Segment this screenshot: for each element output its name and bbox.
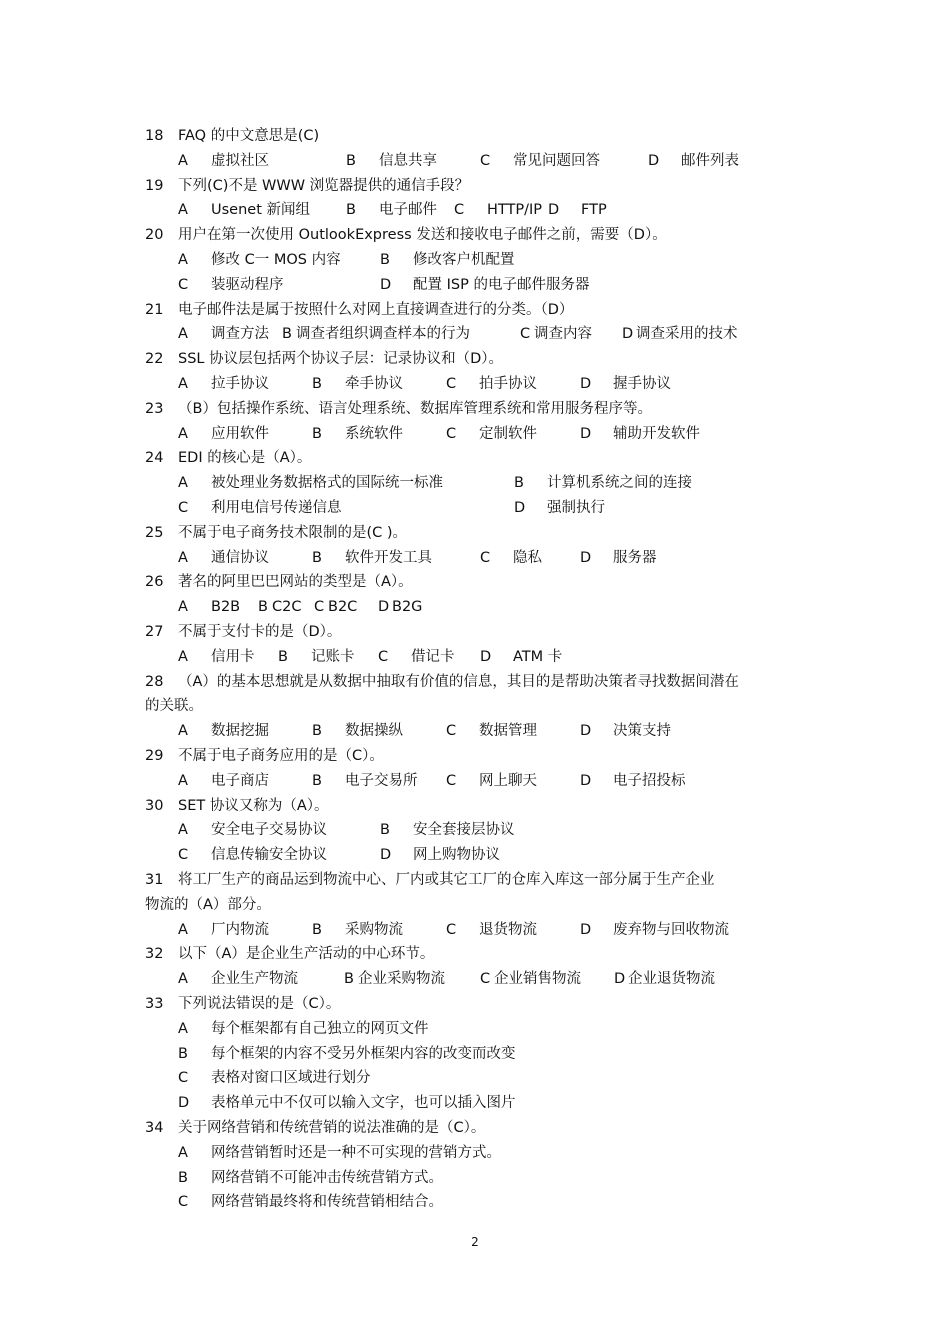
question-number: 18 <box>145 128 164 144</box>
question-text: （B）包括操作系统、语言处理系统、数据库管理系统和常用服务程序等。 <box>178 400 652 417</box>
option-letter: D <box>622 326 634 343</box>
option-b <box>514 471 692 496</box>
option-letter: C <box>178 1070 189 1087</box>
option-text: 借记卡 <box>411 648 455 665</box>
option-letter: C <box>446 921 457 938</box>
option-c <box>446 769 537 794</box>
option-text: 厂内物流 <box>211 921 269 938</box>
option-text: 决策支持 <box>613 723 671 740</box>
option-row <box>178 149 818 174</box>
option-a <box>178 595 240 620</box>
question-number: 25 <box>145 524 164 541</box>
option-row <box>178 496 818 521</box>
option-letter: B <box>312 723 322 740</box>
option-a <box>178 818 327 843</box>
option-text: 信用卡 <box>211 648 255 665</box>
option-row <box>178 273 818 298</box>
option-text: 电子招投标 <box>613 772 686 789</box>
option-letter: A <box>178 723 188 740</box>
question-number: 34 <box>145 1120 164 1136</box>
option-letter: A <box>178 822 188 839</box>
option-text: 数据操纵 <box>345 723 403 740</box>
option-text: 电子邮件 <box>379 202 437 219</box>
option-c <box>178 496 342 521</box>
question-text: 将工厂生产的商品运到物流中心、厂内或其它工厂的仓库入库这一部分属于生产企业 <box>178 872 715 888</box>
option-a <box>178 372 269 397</box>
option-letter: C <box>178 847 189 864</box>
option-row <box>178 1190 818 1215</box>
question-31 <box>145 868 825 893</box>
question-25 <box>145 521 825 546</box>
question-text-continuation: 物流的（A）部分。 <box>145 896 271 913</box>
question-26 <box>145 570 825 595</box>
option-letter: C <box>378 648 389 665</box>
option-row <box>178 471 818 496</box>
option-b <box>312 719 403 744</box>
question-text: 用户在第一次使用 OutlookExpress 发送和接收电子邮件之前，需要（D）。 <box>178 227 667 244</box>
option-row <box>178 1091 818 1116</box>
option-letter: C <box>178 1194 189 1211</box>
option-text: 强制执行 <box>547 500 605 516</box>
option-text: B2B <box>211 599 241 616</box>
option-a <box>178 422 269 447</box>
option-a <box>178 248 341 273</box>
option-letter: A <box>178 252 188 268</box>
option-a <box>178 645 255 670</box>
question-24 <box>145 446 825 471</box>
option-row <box>178 422 818 447</box>
option-b <box>380 818 515 843</box>
option-text: ATM 卡 <box>513 648 563 665</box>
option-c <box>480 546 542 571</box>
question-text: 电子邮件法是属于按照什么对网上直接调查进行的分类。（D） <box>178 301 574 318</box>
option-letter: B <box>380 252 390 268</box>
option-text: 网上聊天 <box>479 772 537 789</box>
option-text: 安全套接层协议 <box>413 822 515 839</box>
option-d <box>380 843 500 868</box>
option-a <box>178 471 443 496</box>
question-30 <box>145 794 825 819</box>
question-number: 30 <box>145 797 164 814</box>
question-text: FAQ 的中文意思是(C) <box>178 128 320 144</box>
option-b <box>278 645 355 670</box>
option-letter: B <box>278 648 288 665</box>
option-c <box>378 645 455 670</box>
option-text: 企业生产物流 <box>211 971 298 988</box>
option-letter: D <box>548 202 560 219</box>
option-text: Usenet 新闻组 <box>211 202 310 219</box>
option-letter: C <box>480 152 491 169</box>
option-letter: C <box>454 202 465 219</box>
option-letter: D <box>580 921 592 938</box>
option-text: 邮件列表 <box>681 152 739 169</box>
question-number: 32 <box>145 946 164 963</box>
option-c <box>178 843 327 868</box>
option-text: 企业退货物流 <box>628 971 715 988</box>
question-number: 27 <box>145 624 164 640</box>
option-text: 调查采用的技术 <box>636 326 738 343</box>
option-c <box>446 422 537 447</box>
question-number: 20 <box>145 227 164 244</box>
question-23 <box>145 397 825 422</box>
option-text: 安全电子交易协议 <box>211 822 327 839</box>
option-letter: C <box>446 425 457 442</box>
question-text: 不属于电子商务应用的是（C）。 <box>178 748 384 764</box>
option-row <box>178 918 818 943</box>
option-text: 记账卡 <box>311 648 355 665</box>
option-letter: A <box>178 425 188 442</box>
option-letter: D <box>580 549 592 566</box>
option-c <box>446 918 537 943</box>
option-row <box>178 719 818 744</box>
question-number: 23 <box>145 400 164 417</box>
option-letter: B <box>282 326 292 343</box>
option-text: 服务器 <box>613 549 657 566</box>
option-a <box>178 769 269 794</box>
option-b <box>312 769 418 794</box>
option-row <box>178 248 818 273</box>
option-c <box>480 967 581 992</box>
option-text: 每个框架的内容不受另外框架内容的改变而改变 <box>211 1045 516 1062</box>
question-text-continuation: 的关联。 <box>145 698 203 715</box>
option-letter: C <box>178 276 189 293</box>
option-d <box>514 496 605 521</box>
option-letter: B <box>380 822 390 839</box>
option-text: 计算机系统之间的连接 <box>547 475 692 492</box>
option-c <box>178 1190 443 1215</box>
option-a <box>178 967 298 992</box>
option-letter: C <box>480 549 491 566</box>
option-text: 常见问题回答 <box>513 152 600 169</box>
option-text: 利用电信号传递信息 <box>211 500 342 516</box>
option-d <box>648 149 739 174</box>
option-text: 定制软件 <box>479 425 537 442</box>
option-row <box>178 595 818 620</box>
option-text: 拍手协议 <box>479 376 537 392</box>
question-text: 下列说法错误的是（C）。 <box>178 996 341 1012</box>
option-letter: B <box>346 152 356 169</box>
option-text: 每个框架都有自己独立的网页文件 <box>211 1020 429 1037</box>
question-text: 著名的阿里巴巴网站的类型是（A）。 <box>178 574 413 591</box>
option-row <box>178 769 818 794</box>
option-text: B2G <box>392 599 423 616</box>
question-text: 关于网络营销和传统营销的说法准确的是（C）。 <box>178 1120 486 1136</box>
option-letter: A <box>178 202 188 219</box>
option-b <box>312 422 403 447</box>
option-text: HTTP/IP <box>487 202 543 219</box>
option-text: B2C <box>328 599 358 616</box>
option-letter: D <box>648 152 660 169</box>
option-letter: A <box>178 921 188 938</box>
question-number: 26 <box>145 574 164 591</box>
option-letter: B <box>312 376 322 392</box>
question-28 <box>145 670 825 695</box>
option-row <box>178 1017 818 1042</box>
option-letter: C <box>314 599 325 616</box>
option-text: 牵手协议 <box>345 376 403 392</box>
option-text: 调查内容 <box>534 326 592 343</box>
option-d <box>380 273 589 298</box>
option-letter: C <box>446 376 457 392</box>
question-text: 下列(C)不是 WWW 浏览器提供的通信手段？ <box>178 177 470 194</box>
option-text: 网络营销暂时还是一种不可实现的营销方式。 <box>211 1144 501 1161</box>
option-row <box>178 967 818 992</box>
option-d <box>580 372 671 397</box>
option-c <box>178 273 284 298</box>
option-c <box>446 719 537 744</box>
option-a <box>178 322 269 347</box>
option-b <box>178 1042 516 1067</box>
option-b <box>346 198 437 223</box>
question-number: 22 <box>145 351 164 368</box>
option-letter: B <box>312 549 322 566</box>
option-text: 虚拟社区 <box>211 152 269 169</box>
option-text: 废弃物与回收物流 <box>613 921 729 938</box>
option-row <box>178 322 818 347</box>
question-34 <box>145 1116 825 1141</box>
option-letter: B <box>178 1045 188 1062</box>
question-text: SET 协议又称为（A）。 <box>178 797 329 814</box>
question-32 <box>145 942 825 967</box>
question-21 <box>145 298 825 323</box>
option-letter: C <box>520 326 531 343</box>
option-text: 企业销售物流 <box>494 971 581 988</box>
option-d <box>378 595 422 620</box>
question-33 <box>145 992 825 1017</box>
option-letter: B <box>312 425 322 442</box>
question-19 <box>145 174 825 199</box>
option-letter: A <box>178 1020 188 1037</box>
option-b <box>258 595 301 620</box>
option-a <box>178 1017 429 1042</box>
page-number: 2 <box>471 1235 479 1249</box>
option-letter: A <box>178 599 188 616</box>
option-row <box>178 818 818 843</box>
question-number: 28 <box>145 673 164 690</box>
option-b <box>312 372 403 397</box>
option-d <box>614 967 715 992</box>
option-text: 网上购物协议 <box>413 847 500 864</box>
option-text: 数据管理 <box>479 723 537 740</box>
option-letter: A <box>178 1144 188 1161</box>
question-22 <box>145 347 825 372</box>
option-letter: D <box>178 1095 190 1112</box>
option-text: 退货物流 <box>479 921 537 938</box>
option-row <box>178 546 818 571</box>
question-number: 33 <box>145 996 164 1012</box>
option-letter: D <box>580 376 592 392</box>
option-row <box>178 1042 818 1067</box>
option-letter: A <box>178 152 188 169</box>
option-text: 被处理业务数据格式的国际统一标准 <box>211 475 443 492</box>
option-letter: C <box>446 723 457 740</box>
option-row <box>178 198 818 223</box>
option-text: 采购物流 <box>345 921 403 938</box>
option-text: C2C <box>272 599 302 616</box>
option-letter: A <box>178 648 188 665</box>
question-number: 24 <box>145 450 164 467</box>
option-b <box>312 546 432 571</box>
question-number: 31 <box>145 872 164 888</box>
option-a <box>178 198 310 223</box>
option-letter: D <box>380 276 392 293</box>
question-18 <box>145 124 825 149</box>
question-number: 29 <box>145 748 164 764</box>
option-a <box>178 918 269 943</box>
question-text: 以下（A）是企业生产活动的中心环节。 <box>178 946 435 963</box>
option-row <box>178 1166 818 1191</box>
option-letter: D <box>514 500 526 516</box>
option-letter: A <box>178 475 188 492</box>
question-number: 19 <box>145 177 164 194</box>
option-text: 企业采购物流 <box>358 971 445 988</box>
option-c <box>480 149 600 174</box>
option-text: 网络营销不可能冲击传统营销方式。 <box>211 1169 443 1186</box>
question-29 <box>145 744 825 769</box>
option-text: 通信协议 <box>211 549 269 566</box>
option-letter: D <box>480 648 492 665</box>
question-text: 不属于电子商务技术限制的是(C )。 <box>178 524 408 541</box>
option-text: 隐私 <box>513 549 542 566</box>
option-text: 拉手协议 <box>211 376 269 392</box>
option-text: 系统软件 <box>345 425 403 442</box>
option-letter: C <box>480 971 491 988</box>
option-letter: A <box>178 376 188 392</box>
option-text: 信息共享 <box>379 152 437 169</box>
option-d <box>548 198 607 223</box>
option-text: 调查方法 <box>211 326 269 343</box>
option-a <box>178 1141 501 1166</box>
option-text: 信息传输安全协议 <box>211 847 327 864</box>
option-b <box>380 248 515 273</box>
option-letter: A <box>178 326 188 343</box>
question-text: （A）的基本思想就是从数据中抽取有价值的信息，其目的是帮助决策者寻找数据间潜在 <box>178 673 739 690</box>
option-text: 握手协议 <box>613 376 671 392</box>
option-d <box>580 719 671 744</box>
option-text: 修改客户机配置 <box>413 252 515 268</box>
option-letter: C <box>446 772 457 789</box>
option-row <box>178 645 818 670</box>
option-a <box>178 149 269 174</box>
option-b <box>312 918 403 943</box>
option-d <box>580 769 686 794</box>
option-a <box>178 719 269 744</box>
option-text: 辅助开发软件 <box>613 425 700 442</box>
option-b <box>346 149 437 174</box>
option-letter: D <box>614 971 626 988</box>
option-text: 调查者组织调查样本的行为 <box>296 326 470 343</box>
option-text: FTP <box>581 202 607 219</box>
option-row <box>178 1066 818 1091</box>
option-c <box>446 372 537 397</box>
question-27 <box>145 620 825 645</box>
option-letter: D <box>380 847 392 864</box>
option-letter: D <box>580 772 592 789</box>
option-text: 电子商店 <box>211 772 269 789</box>
option-c <box>454 198 542 223</box>
option-letter: A <box>178 971 188 988</box>
question-20 <box>145 223 825 248</box>
option-letter: C <box>178 500 189 516</box>
question-text: 不属于支付卡的是（D）。 <box>178 624 342 640</box>
option-letter: D <box>580 723 592 740</box>
option-text: 修改 C一 MOS 内容 <box>211 252 341 268</box>
option-text: 应用软件 <box>211 425 269 442</box>
option-letter: A <box>178 772 188 789</box>
option-c <box>520 322 592 347</box>
option-text: 电子交易所 <box>345 772 418 789</box>
option-a <box>178 546 269 571</box>
option-b <box>344 967 445 992</box>
option-letter: B <box>178 1169 188 1186</box>
option-d <box>178 1091 516 1116</box>
option-row <box>178 1141 818 1166</box>
option-letter: B <box>312 921 322 938</box>
option-c <box>178 1066 371 1091</box>
question-number: 21 <box>145 301 164 318</box>
option-b <box>178 1166 443 1191</box>
option-c <box>314 595 357 620</box>
option-text: 配置 ISP 的电子邮件服务器 <box>413 276 590 293</box>
option-letter: B <box>258 599 268 616</box>
option-letter: B <box>514 475 524 492</box>
option-row <box>178 372 818 397</box>
option-d <box>622 322 738 347</box>
option-letter: D <box>580 425 592 442</box>
option-letter: B <box>344 971 354 988</box>
option-letter: B <box>312 772 322 789</box>
question-text: EDI 的核心是（A）。 <box>178 450 312 467</box>
option-letter: D <box>378 599 390 616</box>
option-d <box>580 422 700 447</box>
option-row <box>178 843 818 868</box>
option-d <box>580 918 729 943</box>
option-text: 数据挖掘 <box>211 723 269 740</box>
option-d <box>480 645 562 670</box>
option-text: 网络营销最终将和传统营销相结合。 <box>211 1194 443 1211</box>
option-d <box>580 546 657 571</box>
option-letter: A <box>178 549 188 566</box>
option-text: 软件开发工具 <box>345 549 432 566</box>
option-b <box>282 322 470 347</box>
option-letter: B <box>346 202 356 219</box>
option-text: 装驱动程序 <box>211 276 284 293</box>
option-text: 表格对窗口区域进行划分 <box>211 1070 371 1087</box>
question-text: SSL 协议层包括两个协议子层：记录协议和（D）。 <box>178 351 504 368</box>
option-text: 表格单元中不仅可以输入文字，也可以插入图片 <box>211 1095 516 1112</box>
